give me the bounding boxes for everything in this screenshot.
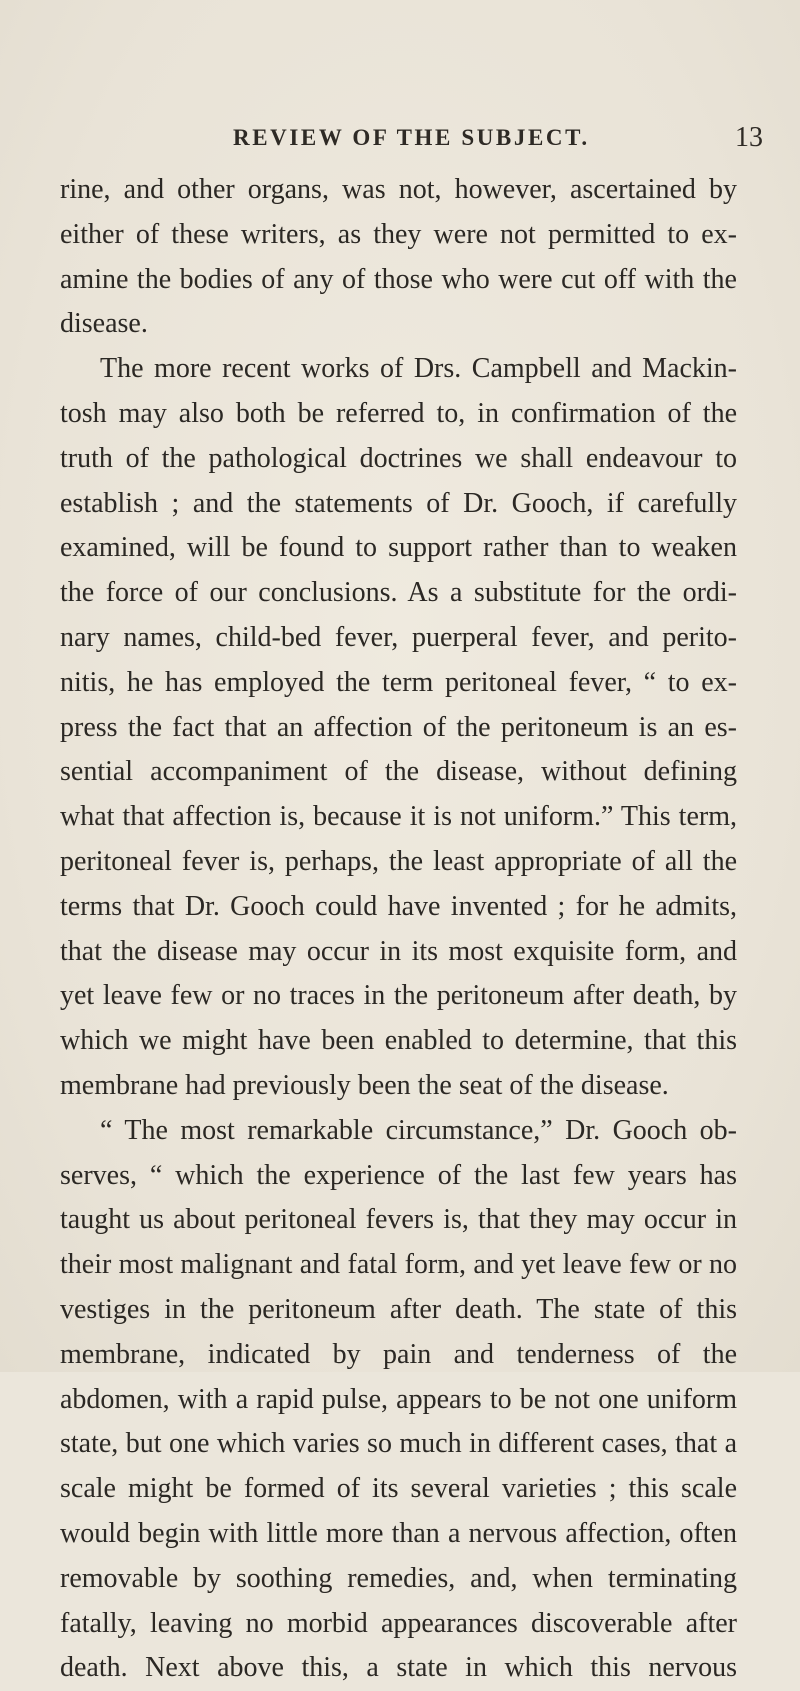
body-text [60, 168, 737, 1691]
running-head [0, 118, 800, 158]
paragraph-campbell-mackintosh: The more recent works of Drs. Campbell and Mackin-tosh may also both be referred to, in confirmation of the truth of the pathological doctrines we shall endeavour to establish ; and the statements of Dr. Gooch, if carefully examined, will be found to support rather than to weaken the force of our conclusions. As a substitute for the ordi-nary names, child-bed fever, puerperal fever, and perito-nitis, he has employed the term peritoneal fever, “ to ex-press the fact that an affection of the peritoneum is an es-sential accompaniment of the disease, without defining what that affection is, because it is not uniform.” This term, peritoneal fever is, perhaps, the least appropriate of all the terms that Dr. Gooch could have invented ; for he admits, that the disease may occur in its most exquisite form, and yet leave few or no traces in the peritoneum after death, by which we might have been enabled to determine, that this membrane had previously been the seat of the disease. [60, 353, 737, 1101]
page-number: 13 [735, 122, 763, 153]
paragraph-continued: rine, and other organs, was not, however, ascertained by either of these writers, as they were not permitted to ex-amine the bodies of any of those who were cut off with the disease. [60, 174, 737, 340]
running-head-title: REVIEW OF THE SUBJECT. [233, 125, 590, 150]
paragraph-gooch-quotation: “ The most remarkable circumstance,” Dr. Gooch ob-serves, “ which the experience of the last few years has taught us about peritoneal fevers is, that they may occur in their most malignant and fatal form, and yet leave few or no vestiges in the peritoneum after death. The state of this membrane, indicated by pain and tenderness of the abdomen, with a rapid pulse, appears to be not one uniform state, but one which varies so much in different cases, that a scale might be formed of its several varieties ; this scale would begin with little more than a nervous affection, often removable by soothing remedies, and, when terminating fatally, leaving no morbid appearances discoverable after death. Next above this, a state in which this nervous [60, 1114, 737, 1684]
